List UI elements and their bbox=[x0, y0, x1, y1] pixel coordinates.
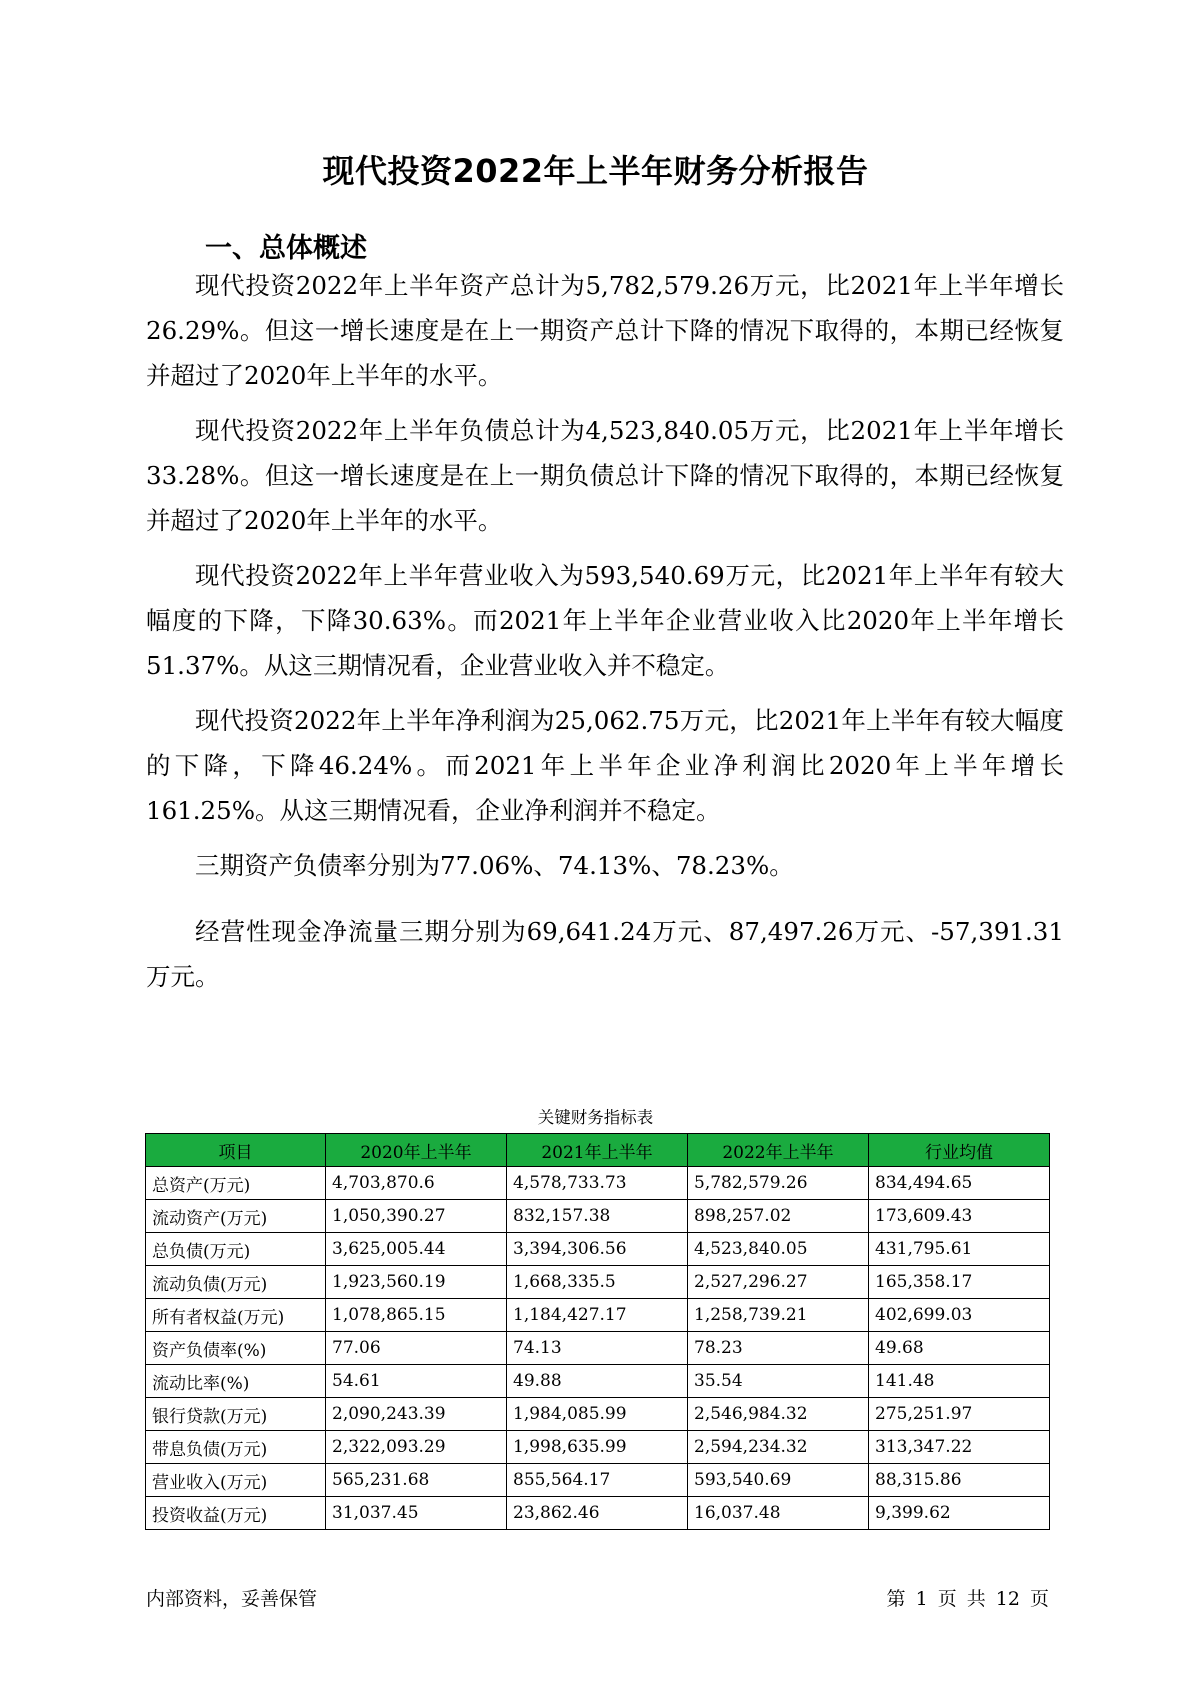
table-cell: 4,578,733.73 bbox=[507, 1167, 688, 1200]
table-cell: 4,703,870.6 bbox=[326, 1167, 507, 1200]
table-cell: 834,494.65 bbox=[869, 1167, 1050, 1200]
table-cell: 5,782,579.26 bbox=[688, 1167, 869, 1200]
row-label-cell: 流动比率(%) bbox=[146, 1365, 326, 1398]
table-cell: 565,231.68 bbox=[326, 1464, 507, 1497]
table-row bbox=[146, 1299, 1050, 1332]
table-cell: 35.54 bbox=[688, 1365, 869, 1398]
table-cell: 1,078,865.15 bbox=[326, 1299, 507, 1332]
table-caption: 关键财务指标表 bbox=[537, 1108, 654, 1127]
row-label-cell: 所有者权益(万元) bbox=[146, 1299, 326, 1332]
table-cell: 402,699.03 bbox=[869, 1299, 1050, 1332]
paragraph-cash-flow: 经营性现金净流量三期分别为69,641.24万元、87,497.26万元、-57,391.31万元。 bbox=[146, 917, 1064, 991]
table-cell: 4,523,840.05 bbox=[688, 1233, 869, 1266]
table-cell: 49.88 bbox=[507, 1365, 688, 1398]
table-cell: 2,322,093.29 bbox=[326, 1431, 507, 1464]
table-cell: 1,923,560.19 bbox=[326, 1266, 507, 1299]
table-cell: 275,251.97 bbox=[869, 1398, 1050, 1431]
table-row bbox=[146, 1365, 1050, 1398]
table-cell: 1,258,739.21 bbox=[688, 1299, 869, 1332]
table-row bbox=[146, 1332, 1050, 1365]
table-cell: 2,594,234.32 bbox=[688, 1431, 869, 1464]
table-cell: 431,795.61 bbox=[869, 1233, 1050, 1266]
column-header: 2020年上半年 bbox=[326, 1134, 507, 1167]
column-header: 2021年上半年 bbox=[507, 1134, 688, 1167]
table-row bbox=[146, 1431, 1050, 1464]
table-row bbox=[146, 1233, 1050, 1266]
column-header: 项目 bbox=[146, 1134, 326, 1167]
table-cell: 16,037.48 bbox=[688, 1497, 869, 1530]
paragraph-total-liabilities: 现代投资2022年上半年负债总计为4,523,840.05万元，比2021年上半年增长33.28%。但这一增长速度是在上一期负债总计下降的情况下取得的，本期已经恢复并超过了2020年上半年的水平。 bbox=[146, 416, 1064, 535]
table-cell: 88,315.86 bbox=[869, 1464, 1050, 1497]
table-row bbox=[146, 1266, 1050, 1299]
table-cell: 832,157.38 bbox=[507, 1200, 688, 1233]
paragraph-revenue: 现代投资2022年上半年营业收入为593,540.69万元，比2021年上半年有较大幅度的下降，下降30.63%。而2021年上半年企业营业收入比2020年上半年增长51.37%。从这三期情况看，企业营业收入并不稳定。 bbox=[146, 561, 1064, 680]
table-cell: 2,090,243.39 bbox=[326, 1398, 507, 1431]
table-cell: 31,037.45 bbox=[326, 1497, 507, 1530]
table-row bbox=[146, 1464, 1050, 1497]
table-cell: 23,862.46 bbox=[507, 1497, 688, 1530]
table-cell: 593,540.69 bbox=[688, 1464, 869, 1497]
row-label-cell: 流动资产(万元) bbox=[146, 1200, 326, 1233]
row-label-cell: 投资收益(万元) bbox=[146, 1497, 326, 1530]
paragraph-total-assets: 现代投资2022年上半年资产总计为5,782,579.26万元，比2021年上半年增长26.29%。但这一增长速度是在上一期资产总计下降的情况下取得的，本期已经恢复并超过了2020年上半年的水平。 bbox=[146, 271, 1064, 390]
table-row bbox=[146, 1167, 1050, 1200]
table-cell: 173,609.43 bbox=[869, 1200, 1050, 1233]
footer-confidential-note: 内部资料，妥善保管 bbox=[146, 1588, 318, 1610]
table-cell: 2,527,296.27 bbox=[688, 1266, 869, 1299]
column-header: 行业均值 bbox=[869, 1134, 1050, 1167]
footer-page-number: 第 1 页 共 12 页 bbox=[886, 1588, 1049, 1610]
table-cell: 313,347.22 bbox=[869, 1431, 1050, 1464]
table-cell: 141.48 bbox=[869, 1365, 1050, 1398]
page-title: 现代投资2022年上半年财务分析报告 bbox=[322, 152, 869, 190]
table-cell: 78.23 bbox=[688, 1332, 869, 1365]
table-row bbox=[146, 1200, 1050, 1233]
table-cell: 1,668,335.5 bbox=[507, 1266, 688, 1299]
section-heading: 一、总体概述 bbox=[205, 233, 367, 264]
table-cell: 2,546,984.32 bbox=[688, 1398, 869, 1431]
row-label-cell: 银行贷款(万元) bbox=[146, 1398, 326, 1431]
column-header: 2022年上半年 bbox=[688, 1134, 869, 1167]
table-cell: 898,257.02 bbox=[688, 1200, 869, 1233]
table-row bbox=[146, 1497, 1050, 1530]
table-cell: 3,394,306.56 bbox=[507, 1233, 688, 1266]
table-cell: 1,998,635.99 bbox=[507, 1431, 688, 1464]
table-cell: 855,564.17 bbox=[507, 1464, 688, 1497]
table-cell: 77.06 bbox=[326, 1332, 507, 1365]
table-cell: 1,050,390.27 bbox=[326, 1200, 507, 1233]
table-cell: 1,184,427.17 bbox=[507, 1299, 688, 1332]
table-cell: 1,984,085.99 bbox=[507, 1398, 688, 1431]
paragraph-debt-ratio: 三期资产负债率分别为77.06%、74.13%、78.23%。 bbox=[195, 851, 794, 880]
table-cell: 9,399.62 bbox=[869, 1497, 1050, 1530]
row-label-cell: 总资产(万元) bbox=[146, 1167, 326, 1200]
row-label-cell: 营业收入(万元) bbox=[146, 1464, 326, 1497]
row-label-cell: 带息负债(万元) bbox=[146, 1431, 326, 1464]
table-cell: 74.13 bbox=[507, 1332, 688, 1365]
row-label-cell: 流动负债(万元) bbox=[146, 1266, 326, 1299]
table-row bbox=[146, 1398, 1050, 1431]
table-cell: 49.68 bbox=[869, 1332, 1050, 1365]
table-cell: 3,625,005.44 bbox=[326, 1233, 507, 1266]
row-label-cell: 资产负债率(%) bbox=[146, 1332, 326, 1365]
table-header-row bbox=[146, 1134, 1050, 1167]
key-financial-indicators-table bbox=[145, 1133, 1050, 1530]
paragraph-net-profit: 现代投资2022年上半年净利润为25,062.75万元，比2021年上半年有较大幅度的下降，下降46.24%。而2021年上半年企业净利润比2020年上半年增长161.25%。从这三期情况看，企业净利润并不稳定。 bbox=[146, 706, 1064, 825]
table-cell: 165,358.17 bbox=[869, 1266, 1050, 1299]
table-cell: 54.61 bbox=[326, 1365, 507, 1398]
row-label-cell: 总负债(万元) bbox=[146, 1233, 326, 1266]
